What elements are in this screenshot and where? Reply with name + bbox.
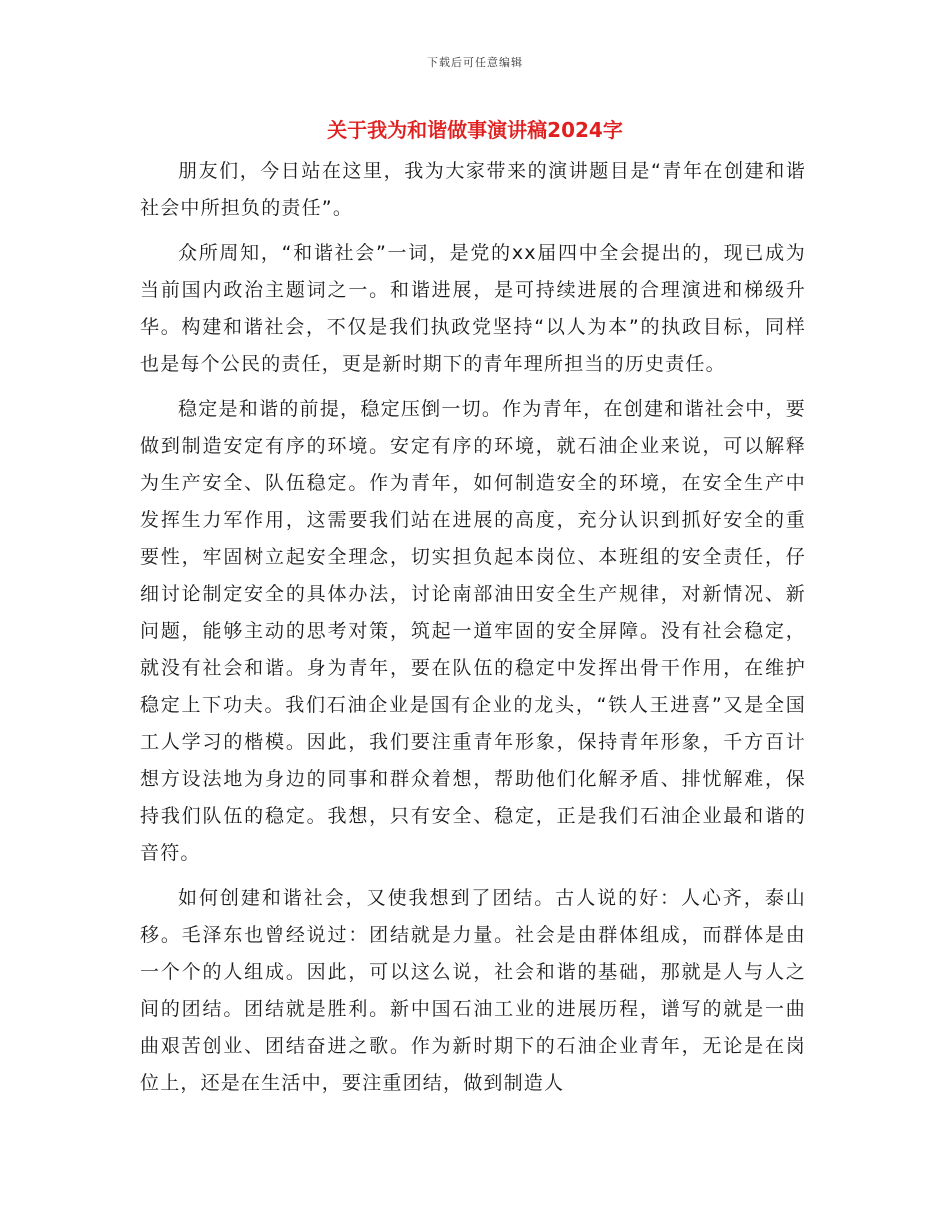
paragraph-4: 如何创建和谐社会，又使我想到了团结。古人说的好：人心齐，泰山移。毛泽东也曾经说过：团结就是力量。社会是由群体组成，而群体是由一个个的人组成。因此，可以这么说，社会和谐的基础，那就是人与人之间的团结。团结就是胜利。新中国石油工业的进展历程，谱写的就是一曲曲艰苦创业、团结奋进之歌。作为新时期下的石油企业青年，无论是在岗位上，还是在生活中，要注重团结，做到制造人 bbox=[140, 887, 806, 1094]
paragraph-1: 朋友们，今日站在这里，我为大家带来的演讲题目是“青年在创建和谐社会中所担负的责任”。 bbox=[140, 160, 806, 219]
paragraph-3: 稳定是和谐的前提，稳定压倒一切。作为青年，在创建和谐社会中，要做到制造安定有序的环境。安定有序的环境，就石油企业来说，可以解释为生产安全、队伍稳定。作为青年，如何制造安全的环境，在安全生产中发挥生力军作用，这需要我们站在进展的高度，充分认识到抓好安全的重要性，牢固树立起安全理念，切实担负起本岗位、本班组的安全责任，仔细讨论制定安全的具体办法，讨论南部油田安全生产规律，对新情况、新问题，能够主动的思考对策，筑起一道牢固的安全屏障。没有社会稳定，就没有社会和谐。身为青年，要在队伍的稳定中发挥出骨干作用，在维护稳定上下功夫。我们石油企业是国有企业的龙头，“铁人王进喜”又是全国工人学习的楷模。因此，我们要注重青年形象，保持青年形象，千方百计想方设法地为身边的同事和群众着想，帮助他们化解矛盾、排忧解难，保持我们队伍的稳定。我想，只有安全、稳定，正是我们石油企业最和谐的音符。 bbox=[140, 398, 806, 864]
header-note: 下载后可任意编辑 bbox=[427, 56, 523, 69]
document-title: 关于我为和谐做事演讲稿2024字 bbox=[327, 118, 623, 142]
document-body bbox=[140, 153, 806, 1102]
paragraph-2: 众所周知，“和谐社会”一词，是党的xx届四中全会提出的，现已成为当前国内政治主题词之一。和谐进展，是可持续进展的合理演进和梯级升华。构建和谐社会，不仅是我们执政党坚持“以人为本”的执政目标，同样也是每个公民的责任，更是新时期下的青年理所担当的历史责任。 bbox=[140, 242, 806, 375]
